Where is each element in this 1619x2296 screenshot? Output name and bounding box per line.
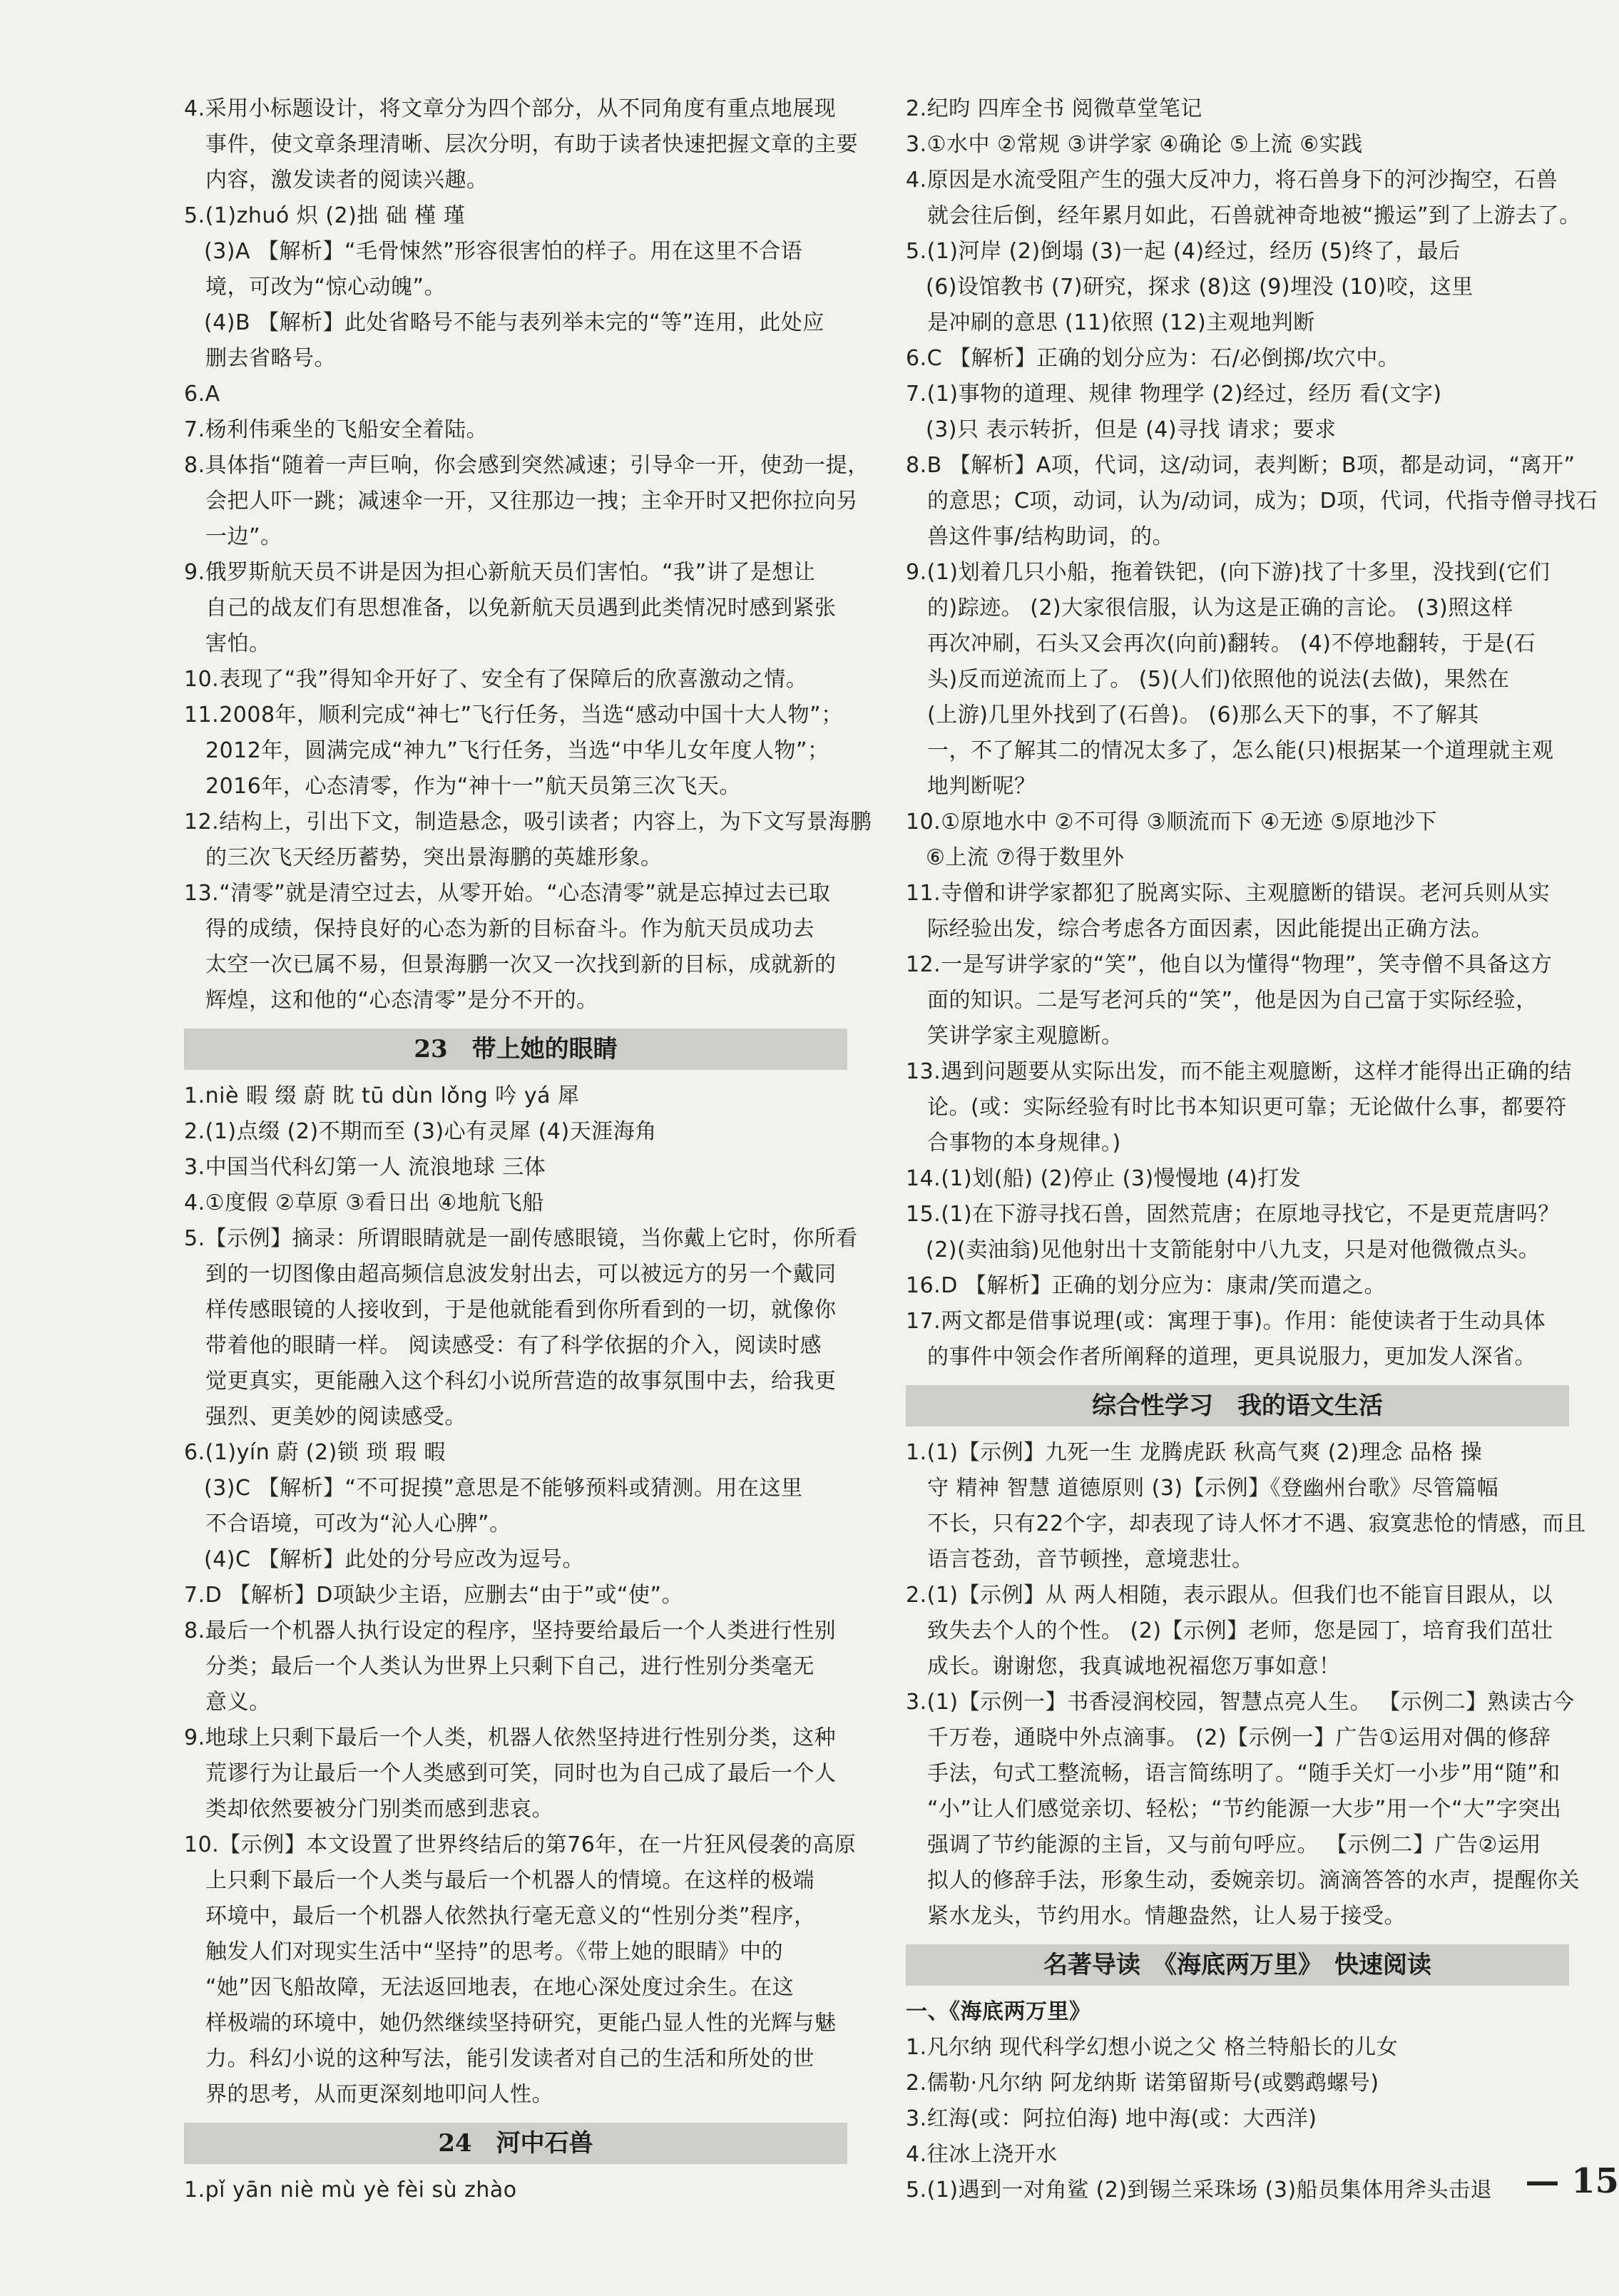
answer-line: 的事件中领会作者所阐释的道理，更具说服力，更加发人深省。	[927, 1345, 1536, 1369]
answer-line: 6.A	[184, 382, 220, 407]
answer-line: 千万卷，通晓中外点滴事。 (2)【示例一】广告①运用对偶的修辞	[927, 1725, 1551, 1750]
answer-line: 8.最后一个机器人执行设定的程序，坚持要给最后一个人类进行性别	[184, 1618, 837, 1643]
answer-line: 笑讲学家主观臆断。	[927, 1024, 1123, 1048]
answer-line: 13.“清零”就是清空过去，从零开始。“心态清零”就是忘掉过去已取	[184, 881, 831, 906]
answer-line: 10.表现了“我”得知伞开好了、安全有了保障后的欣喜激动之情。	[184, 667, 808, 692]
answer-line: 7.杨利伟乘坐的飞船安全着陆。	[184, 417, 489, 442]
answer-line: 环境中，最后一个机器人依然执行毫无意义的“性别分类”程序，	[205, 1904, 816, 1929]
answer-line: 的意思；C项，动词，认为/动词，成为；D项，代词，代指寺僧寻找石	[927, 489, 1598, 514]
answer-line: 12.一是写讲学家的“笑”，他自以为懂得“物理”，笑寺僧不具备这方	[906, 952, 1553, 977]
answer-line: 事件，使文章条理清晰、层次分明，有助于读者快速把握文章的主要	[205, 132, 858, 157]
answer-line: (2)(卖油翁)见他射出十支箭能射中八九支，只是对他微微点头。	[926, 1238, 1541, 1262]
answer-line: 境，可改为“惊心动魄”。	[205, 275, 446, 300]
answer-line: 拟人的修辞手法，形象生动，委婉亲切。滴滴答答的水声，提醒你关	[927, 1868, 1580, 1893]
answer-line: 紧水龙头，节约用水。情趣盎然，让人易于接受。	[927, 1904, 1406, 1929]
answer-line: 9.俄罗斯航天员不讲是因为担心新航天员们害怕。“我”讲了是想让	[184, 560, 816, 585]
right-answers-part1	[906, 91, 1598, 1375]
answer-line: 辉煌，这和他的“心态清零”是分不开的。	[205, 988, 598, 1013]
answer-line: (3)C 【解析】“不可捉摸”意思是不能够预料或猜测。用在这里	[204, 1476, 803, 1501]
answer-line: 再次冲刷，石头又会再次(向前)翻转。 (4)不停地翻转，于是(石	[927, 631, 1536, 656]
answer-line: 成长。谢谢您，我真诚地祝福您万事如意！	[927, 1654, 1341, 1679]
answer-line: 际经验出发，综合考虑各方面因素，因此能提出正确方法。	[927, 917, 1493, 942]
answer-line: 15.(1)在下游寻找石兽，固然荒唐；在原地寻找它，不是更荒唐吗？	[906, 1202, 1560, 1227]
answer-line: 荒谬行为让最后一个人类感到可笑，同时也为自己成了最后一个人	[205, 1761, 837, 1786]
answer-line: 3.红海(或：阿拉伯海) 地中海(或：大西洋)	[906, 2106, 1317, 2131]
answer-line: 5.(1)遇到一对角鲨 (2)到锡兰采珠场 (3)船员集体用斧头击退	[906, 2178, 1493, 2203]
answer-line: 是冲刷的意思 (11)依照 (12)主观地判断	[927, 310, 1315, 335]
answer-line: (4)C 【解析】此处的分号应改为逗号。	[204, 1547, 584, 1572]
answer-line: 2.(1)【示例】从 两人相随，表示跟从。但我们也不能盲目跟从，以	[906, 1583, 1553, 1608]
answer-line: 11.寺僧和讲学家都犯了脱离实际、主观臆断的错误。老河兵则从实	[906, 881, 1551, 906]
answer-line: 4.原因是水流受阻产生的强大反冲力，将石兽身下的河沙掏空，石兽	[906, 168, 1558, 193]
answer-line: 17.两文都是借事说理(或：寓理于事)。作用：能使读者于生动具体	[906, 1309, 1546, 1334]
answer-line: 9.(1)划着几只小船，拖着铁钯，(向下游)找了十多里，没找到(它们	[906, 560, 1551, 585]
answer-line: ⑥上流 ⑦得于数里外	[926, 845, 1125, 870]
answer-line: 3.中国当代科幻第一人 流浪地球 三体	[184, 1155, 546, 1180]
answer-line: 2.(1)点缀 (2)不期而至 (3)心有灵犀 (4)天涯海角	[184, 1119, 657, 1144]
answer-line: “小”让人们感觉亲切、轻松；“节约能源一大步”用一个“大”字突出	[927, 1797, 1562, 1822]
answer-line: 得的成绩，保持良好的心态为新的目标奋斗。作为航天员成功去	[205, 917, 814, 942]
answer-line: 守 精神 智慧 道德原则 (3)【示例】《登幽州台歌》尽管篇幅	[927, 1476, 1499, 1501]
answer-line: 1.pǐ yān niè mù yè fèi sù zhào	[184, 2178, 517, 2203]
right-answers-part2	[906, 1435, 1586, 1934]
answer-line: 的三次飞天经历蓄势，突出景海鹏的英雄形象。	[205, 845, 663, 870]
answer-line: 删去省略号。	[205, 346, 336, 371]
answer-line: (6)设馆教书 (7)研究，探求 (8)这 (9)埋没 (10)咬，这里	[926, 275, 1474, 300]
left-answers-part2	[184, 1078, 858, 2113]
answer-line: 面的知识。二是写老河兵的“笑”，他是因为自己富于实际经验，	[927, 988, 1538, 1013]
answer-line: 3.①水中 ②常规 ③讲学家 ④确论 ⑤上流 ⑥实践	[906, 132, 1363, 157]
left-column	[184, 91, 872, 2208]
answer-line: 太空一次已属不易，但景海鹏一次又一次找到新的目标，成就新的	[205, 952, 837, 977]
answer-line: 到的一切图像由超高频信息波发射出去，可以被远方的另一个戴同	[205, 1262, 837, 1287]
answer-line: 8.B 【解析】A项，代词，这/动词，表判断；B项，都是动词，“离开”	[906, 453, 1575, 478]
answer-line: 的)踪迹。 (2)大家很信服，认为这是正确的言论。 (3)照这样	[927, 596, 1513, 621]
section-title-23: 23 带上她的眼睛	[184, 1029, 847, 1070]
answer-line: 合事物的本身规律。)	[927, 1131, 1121, 1155]
answer-line: 论。(或：实际经验有时比书本知识更可靠；无论做什么事，都要符	[927, 1095, 1567, 1120]
answer-line: 5.【示例】摘录：所谓眼睛就是一副传感眼镜，当你戴上它时，你所看	[184, 1226, 858, 1251]
answer-line: 6.(1)yín 蔚 (2)锁 琐 瑕 暇	[184, 1440, 446, 1465]
answer-line: 14.(1)划(船) (2)停止 (3)慢慢地 (4)打发	[906, 1166, 1302, 1191]
answer-line: 自己的战友们有思想准备，以免新航天员遇到此类情况时感到紧张	[205, 596, 837, 621]
answer-line: 5.(1)河岸 (2)倒塌 (3)一起 (4)经过，经历 (5)终了，最后	[906, 239, 1461, 264]
answer-line: 会把人吓一跳；减速伞一开，又往那边一拽；主伞开时又把你拉向另	[205, 489, 858, 514]
answer-line: 2012年，圆满完成“神九”飞行任务，当选“中华儿女年度人物”；	[205, 738, 829, 763]
answer-line: 手法，句式工整流畅，语言简练明了。“随手关灯一小步”用“随”和	[927, 1761, 1561, 1786]
answer-line: 强调了节约能源的主旨，又与前句呼应。 【示例二】广告②运用	[927, 1832, 1541, 1857]
answer-line: 不长，只有22个字，却表现了诗人怀才不遇、寂寞悲怆的情感，而且	[927, 1511, 1586, 1536]
answer-line: 10.【示例】本文设置了世界终结后的第76年，在一片狂风侵袭的高原	[184, 1832, 857, 1857]
answer-line: 兽这件事/结构助词，的。	[927, 524, 1175, 549]
answer-line: (4)B 【解析】此处省略号不能与表列举未完的“等”连用，此处应	[204, 310, 824, 335]
reading-guide-subtitle: 一、《海底两万里》	[906, 1999, 1091, 2024]
answer-line: 样极端的环境中，她仍然继续坚持研究，更能凸显人性的光辉与魅	[205, 2011, 837, 2036]
answer-line: 1.niè 暇 缀 蔚 眈 tū dùn lǒng 吟 yá 犀	[184, 1083, 580, 1108]
answer-line: 11.2008年，顺利完成“神七”飞行任务，当选“感动中国十大人物”；	[184, 703, 843, 728]
answer-line: 不合语境，可改为“沁人心脾”。	[205, 1511, 511, 1536]
answer-line: (3)A 【解析】“毛骨悚然”形容很害怕的样子。用在这里不合语	[204, 239, 803, 264]
answer-line: 带着他的眼睛一样。 阅读感受：有了科学依据的介入，阅读时感	[205, 1333, 822, 1358]
answer-line: 9.地球上只剩下最后一个人类，机器人依然坚持进行性别分类，这种	[184, 1725, 837, 1750]
answer-line: 6.C 【解析】正确的划分应为：石/必倒掷/坎穴中。	[906, 346, 1400, 371]
answer-line: 样传感眼镜的人接收到，于是他就能看到你所看到的一切，就像你	[205, 1297, 837, 1322]
answer-line: 上只剩下最后一个人类与最后一个机器人的情境。在这样的极端	[205, 1868, 814, 1893]
answer-line: 4.往冰上浇开水	[906, 2142, 1058, 2167]
answer-line: 力。科幻小说的这种写法，能引发读者对自己的生活和所处的世	[205, 2046, 814, 2071]
answer-line: 害怕。	[205, 631, 271, 656]
answer-line: 2.纪昀 四库全书 阅微草堂笔记	[906, 96, 1202, 121]
answer-line: 强烈、更美妙的阅读感受。	[205, 1404, 466, 1429]
answer-line: 2.儒勒·凡尔纳 阿龙纳斯 诺第留斯号(或鹦鹉螺号)	[906, 2071, 1379, 2096]
answer-line: (上游)几里外找到了(石兽)。 (6)那么天下的事，不了解其	[927, 703, 1479, 728]
answer-line: 类却依然要被分门别类而感到悲哀。	[205, 1797, 553, 1822]
answer-line: 12.结构上，引出下文，制造悬念，吸引读者；内容上，为下文写景海鹏	[184, 810, 872, 835]
answer-line: 7.D 【解析】D项缺少主语，应删去“由于”或“使”。	[184, 1583, 684, 1608]
page-number: — 15	[1525, 2161, 1619, 2201]
answer-line: “她”因飞船故障，无法返回地表，在地心深处度过余生。在这	[205, 1975, 795, 2000]
answer-line: 觉更真实，更能融入这个科幻小说所营造的故事氛围中去，给我更	[205, 1369, 837, 1394]
answer-line: 触发人们对现实生活中“坚持”的思考。《带上她的眼睛》中的	[205, 1939, 784, 1964]
answer-line: 1.(1)【示例】九死一生 龙腾虎跃 秋高气爽 (2)理念 品格 操	[906, 1440, 1483, 1465]
answer-line: 地判断呢？	[927, 774, 1036, 799]
answer-line: 意义。	[205, 1690, 271, 1715]
right-column	[906, 91, 1598, 2208]
answer-line: 4.①度假 ②草原 ③看日出 ④地航飞船	[184, 1190, 544, 1215]
answer-line: 一边”。	[205, 524, 282, 549]
answer-line: 一，不了解其二的情况太多了，怎么能(只)根据某一个道理就主观	[927, 738, 1554, 763]
answer-line: 3.(1)【示例一】书香浸润校园，智慧点亮人生。 【示例二】熟读古今	[906, 1690, 1575, 1715]
left-answers-part3	[184, 2173, 847, 2208]
answer-line: 语言苍劲，音节顿挫，意境悲壮。	[927, 1547, 1254, 1572]
answer-line: 头)反而逆流而上了。 (5)(人们)依照他的说法(去做)，果然在	[927, 667, 1510, 692]
section-title-comprehensive: 综合性学习 我的语文生活	[906, 1385, 1569, 1427]
answer-line: 1.凡尔纳 现代科学幻想小说之父 格兰特船长的儿女	[906, 2035, 1399, 2060]
answer-line: 13.遇到问题要从实际出发，而不能主观臆断，这样才能得出正确的结	[906, 1059, 1572, 1084]
answer-line: 10.①原地水中 ②不可得 ③顺流而下 ④无迹 ⑤原地沙下	[906, 810, 1437, 835]
section-title-24: 24 河中石兽	[184, 2123, 847, 2164]
answer-line: 就会往后倒，经年累月如此，石兽就神奇地被“搬运”到了上游去了。	[927, 203, 1581, 228]
answer-line: 8.具体指“随着一声巨响，你会感到突然减速；引导伞一开，使劲一提，	[184, 453, 869, 478]
answer-line: 7.(1)事物的道理、规律 物理学 (2)经过，经历 看(文字)	[906, 382, 1442, 407]
answer-line: (3)只 表示转折，但是 (4)寻找 请求；要求	[926, 417, 1337, 442]
answer-line: 内容，激发读者的阅读兴趣。	[205, 168, 489, 193]
answer-line: 5.(1)zhuó 炽 (2)拙 础 槿 瑾	[184, 203, 466, 228]
answer-line: 致失去个人的个性。 (2)【示例】老师，您是园丁，培育我们茁壮	[927, 1618, 1553, 1643]
answer-line: 分类；最后一个人类认为世界上只剩下自己，进行性别分类毫无	[205, 1654, 814, 1679]
answer-line: 界的思考，从而更深刻地叩问人性。	[205, 2082, 553, 2107]
left-answers-part1	[184, 91, 872, 1019]
answer-line: 4.采用小标题设计，将文章分为四个部分，从不同角度有重点地展现	[184, 96, 837, 121]
answer-line: 16.D 【解析】正确的划分应为：康肃/笑而遣之。	[906, 1273, 1386, 1298]
right-answers-part3	[906, 2030, 1569, 2208]
section-title-reading-guide: 名著导读 《海底两万里》 快速阅读	[906, 1944, 1569, 1986]
answer-line: 2016年，心态清零，作为“神十一”航天员第三次飞天。	[205, 774, 741, 799]
